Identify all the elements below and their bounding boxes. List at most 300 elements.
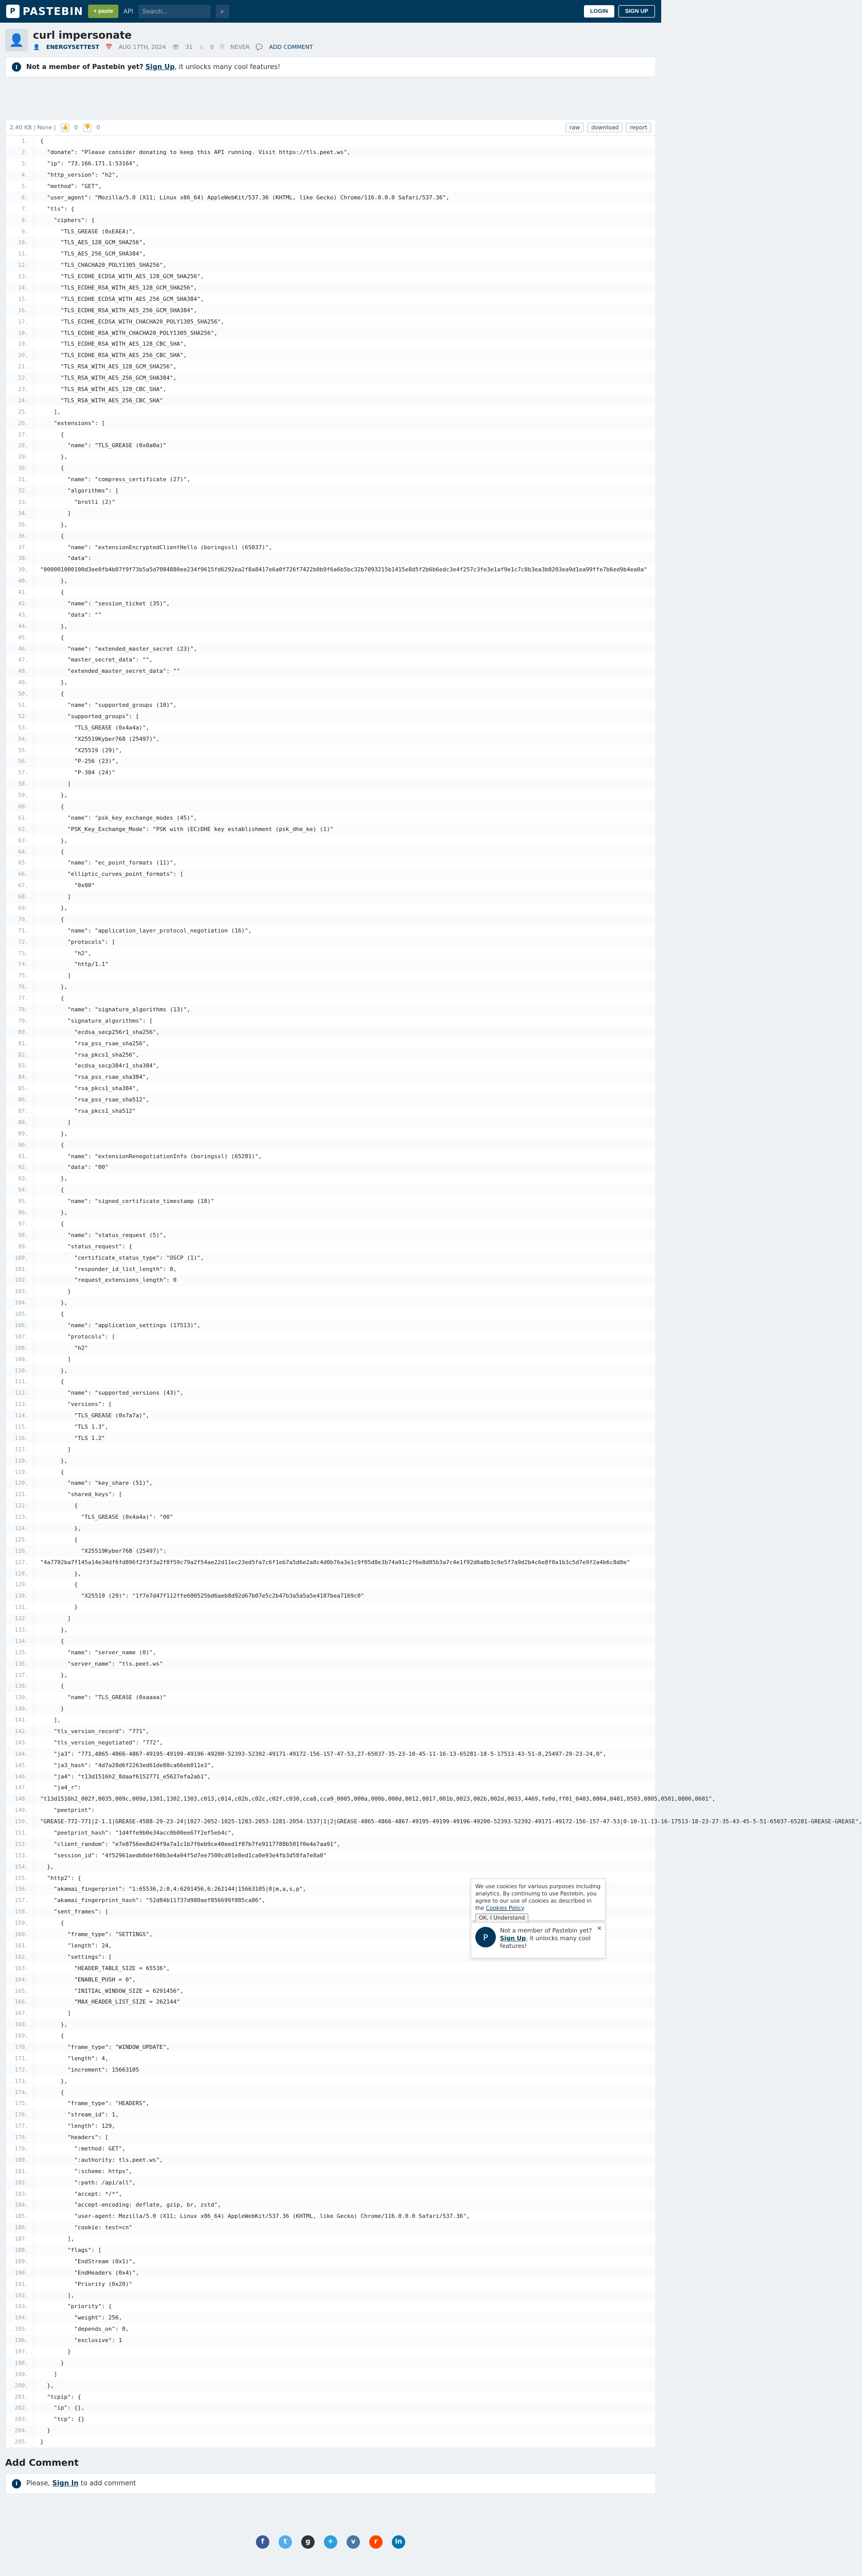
code-line [6, 293, 656, 304]
line-content: "rsa_pss_rsae_sha384", [33, 1072, 149, 1083]
line-number: 43. [18, 611, 28, 618]
line-content: { [33, 801, 64, 812]
code-line [6, 2053, 656, 2064]
raw-button[interactable]: raw [565, 123, 584, 132]
notice-signup-link[interactable]: Sign Up [145, 63, 175, 71]
line-content: "INITIAL_WINDOW_SIZE = 6291456", [33, 1985, 183, 1996]
line-number: 89. [18, 1130, 28, 1137]
line-number: 26. [18, 419, 28, 427]
line-content: "data": "" [33, 609, 101, 620]
code-line [6, 2030, 656, 2042]
code-line [6, 1782, 656, 1793]
code-line [6, 2222, 656, 2233]
twitter-icon[interactable]: t [279, 2535, 292, 2549]
line-content: }, [33, 677, 67, 688]
line-number: 103. [14, 1288, 28, 1295]
code-line [6, 1466, 656, 1478]
new-paste-button[interactable]: + paste [88, 5, 118, 18]
line-number: 163. [14, 1964, 28, 1972]
code-line [6, 2425, 656, 2436]
line-content: "name": "server_name (0)", [33, 1647, 156, 1658]
add-comment-link[interactable]: ADD COMMENT [269, 43, 313, 50]
line-content: "P-256 (23)", [33, 756, 118, 767]
line-number: 76. [18, 984, 28, 991]
code-line [6, 643, 656, 654]
code-line [6, 700, 656, 711]
line-number: 66. [18, 871, 28, 878]
line-content: }, [33, 1523, 81, 1534]
line-content: { [33, 530, 64, 541]
code-line [6, 1207, 656, 1218]
member-popup-rest: , it unlocks many cool features! [500, 1935, 591, 1950]
line-number: 79. [18, 1017, 28, 1024]
line-number: 155. [14, 1874, 28, 1882]
logo-text: PASTEBIN [23, 5, 83, 18]
line-number: 7. [21, 205, 28, 212]
line-number: 88. [18, 1118, 28, 1126]
line-content: }, [33, 575, 67, 587]
line-content: "user-agent: Mozilla/5.0 (X11; Linux x86_64) AppleWebKit/537.36 (KHTML, like Gecko) Chrome/116.0.0.0 Safari/537.36", [33, 2211, 470, 2222]
line-content: } [33, 2346, 71, 2358]
line-content: ] [33, 2008, 71, 2019]
code-line [6, 891, 656, 903]
api-link[interactable]: API [123, 8, 133, 15]
line-content: "frame_type": "SETTINGS", [33, 1929, 153, 1940]
line-number: 98. [18, 1231, 28, 1239]
top-navbar [0, 0, 661, 23]
code-box [5, 120, 862, 2448]
line-content: "frame_type": "WINDOW_UPDATE", [33, 2042, 170, 2053]
code-line [6, 654, 656, 666]
line-number: 13. [18, 273, 28, 280]
line-number: 188. [14, 2246, 28, 2253]
line-content: ] [33, 507, 71, 519]
line-content: "exclusive": 1 [33, 2335, 122, 2346]
line-number: 186. [14, 2224, 28, 2231]
line-number: 39. [18, 566, 28, 573]
line-number: 175. [14, 2100, 28, 2107]
line-number: 191. [14, 2280, 28, 2287]
code-line [6, 2245, 656, 2256]
line-content: { [33, 846, 64, 857]
line-number: 169. [14, 2032, 28, 2040]
line-content: "EndStream (0x1)", [33, 2256, 135, 2267]
code-line [6, 1252, 656, 1263]
cookie-ok-button[interactable]: OK, I Understand [475, 1913, 528, 1923]
line-content: "peetprint": [33, 1805, 95, 1816]
signin-link[interactable]: Sign In [52, 2480, 79, 2488]
line-content: "TLS_ECDHE_ECDSA_WITH_AES_256_GCM_SHA384", [33, 293, 204, 304]
line-number: 141. [14, 1717, 28, 1724]
line-number: 138. [14, 1683, 28, 1690]
paste-meta [33, 43, 313, 50]
comment-notice-prefix: Please, [26, 2480, 50, 2488]
line-number: 105. [14, 1311, 28, 1318]
line-content: "length": 4, [33, 2053, 108, 2064]
code-line [6, 1771, 656, 1782]
avatar[interactable]: 👤 [5, 29, 28, 52]
line-number: 162. [14, 1953, 28, 1960]
line-number: 32. [18, 487, 28, 495]
code-line [6, 913, 656, 925]
code-line [6, 1715, 656, 1726]
line-number: 204. [14, 2427, 28, 2434]
line-content: { [33, 1681, 64, 1692]
line-content: { [33, 1635, 64, 1647]
line-content: "TLS_ECDHE_RSA_WITH_AES_256_GCM_SHA384", [33, 304, 197, 316]
line-number: 195. [14, 2326, 28, 2333]
code-line [6, 1579, 656, 1590]
thumbs-up-icon[interactable]: 👍 [61, 124, 69, 132]
line-content: "data": [33, 553, 91, 564]
line-content: "TLS_GREASE (0x4a4a)": "00" [33, 1512, 173, 1523]
line-content: ] [33, 970, 71, 981]
line-content: "flags": [ [33, 2245, 101, 2256]
line-content: "tls": { [33, 203, 74, 214]
code-line [6, 1827, 656, 1839]
line-content: "name": "supported_versions (43)", [33, 1387, 183, 1399]
line-number: 78. [18, 1006, 28, 1013]
line-content: "name": "signature_algorithms (13)", [33, 1004, 190, 1015]
code-line [6, 936, 656, 947]
line-number: 147. [14, 1784, 28, 1791]
line-content: "rsa_pss_rsae_sha256", [33, 1038, 149, 1049]
line-number: 96. [18, 1209, 28, 1216]
code-line [6, 1320, 656, 1331]
paste-username[interactable]: ENERGYSETTEST [46, 43, 99, 50]
code-line [6, 2256, 656, 2267]
info-icon: i [12, 62, 21, 72]
line-content: "master_secret_data": "", [33, 654, 153, 666]
line-content: "ja3": "771,4865-4866-4867-49195-49199-49196-49200-52393-52392-49171-49172-156-157-47-53,27-65037-35-23-10-45-11-16-13-65281-18-5-17513-43-51-0,25497-29-23-24,0", [33, 1748, 606, 1759]
ad-space [5, 77, 656, 120]
line-number: 23. [18, 386, 28, 393]
code-line [6, 1150, 656, 1162]
line-content: "weight": 256, [33, 2312, 122, 2324]
line-content: { [33, 1500, 78, 1512]
code-line [6, 1861, 656, 1872]
line-content: ":scheme: https", [33, 2165, 132, 2177]
line-number: 153. [14, 1852, 28, 1859]
line-content: }, [33, 1365, 67, 1376]
line-number: 158. [14, 1908, 28, 1916]
line-number: 151. [14, 1829, 28, 1837]
line-content: "donate": "Please consider donating to keep this API running. Visit https://tls.peet.ws", [33, 147, 351, 158]
code-line [6, 2414, 656, 2425]
pastebin-logo-icon: P [475, 1927, 496, 1947]
line-content: "method": "GET", [33, 181, 101, 192]
line-number: 112. [14, 1389, 28, 1397]
line-number: 50. [18, 690, 28, 698]
calendar-icon: 📅 [105, 43, 113, 50]
line-number: 123. [14, 1514, 28, 1521]
code-line [6, 541, 656, 553]
signup-button[interactable]: SIGN UP [618, 5, 655, 18]
line-number: 145. [14, 1761, 28, 1769]
code-line [6, 2132, 656, 2143]
code-line [6, 429, 656, 440]
comment-icon: 💬 [255, 43, 263, 50]
info-icon: i [12, 2479, 21, 2488]
star-icon[interactable]: ☆ [199, 43, 204, 50]
line-number: 5. [21, 183, 28, 190]
line-content: "TLS_RSA_WITH_AES_128_CBC_SHA", [33, 384, 166, 395]
line-number: 140. [14, 1705, 28, 1713]
line-number: 84. [18, 1074, 28, 1081]
notice-bold: Not a member of Pastebin yet? [26, 63, 144, 71]
code-line [6, 1173, 656, 1184]
line-number: 180. [14, 2156, 28, 2163]
line-number: 61. [18, 814, 28, 821]
user-icon: 👤 [33, 43, 40, 50]
line-content: ], [33, 2290, 74, 2301]
search-input[interactable] [139, 5, 211, 18]
cookie-policy-link[interactable]: Cookies Policy [486, 1905, 524, 1911]
line-number: 178. [14, 2134, 28, 2141]
line-number: 85. [18, 1085, 28, 1092]
line-content: { [33, 1309, 64, 1320]
line-content: { [33, 1139, 64, 1150]
line-number: 133. [14, 1626, 28, 1633]
line-content: "signature_algorithms": [ [33, 1015, 153, 1026]
line-content: "user_agent": "Mozilla/5.0 (X11; Linux x86_64) AppleWebKit/537.36 (KHTML, like Gecko) Chrome/116.0.0.0 Safari/537.36", [33, 192, 450, 203]
line-number: 81. [18, 1040, 28, 1047]
code-line [6, 598, 656, 609]
code-line [6, 474, 656, 485]
line-content: "server_name": "tls.peet.ws" [33, 1658, 163, 1669]
line-content: "extended_master_secret_data": "" [33, 666, 180, 677]
paste-header [5, 29, 656, 52]
line-number: 36. [18, 532, 28, 539]
download-button[interactable]: download [587, 123, 623, 132]
line-content: "client_random": "e7e8756ee8d24f9a7a1c1b7f6eb9ce40eed1f07b7fe9117788b501f0e4e7aa91", [33, 1838, 340, 1850]
code-line [6, 1106, 656, 1117]
line-content: "name": "extended_master_secret (23)", [33, 643, 197, 654]
code-line [6, 1996, 656, 2008]
line-number: 54. [18, 735, 28, 742]
code-line [6, 1805, 656, 1816]
line-content: "TLS_RSA_WITH_AES_256_GCM_SHA384", [33, 372, 177, 384]
line-number: 12. [18, 262, 28, 269]
line-content: "name": "ec_point_formats (11)", [33, 857, 177, 869]
line-content: { [33, 1466, 64, 1478]
code-line [6, 903, 656, 914]
code-line [6, 1410, 656, 1421]
code-line [6, 1512, 656, 1523]
line-number: 49. [18, 679, 28, 686]
login-button[interactable]: LOGIN [584, 5, 614, 18]
line-content: "name": "extensionRenegotiationInfo (boringssl) (65281)", [33, 1150, 262, 1162]
code-line [6, 632, 656, 643]
line-number: 154. [14, 1863, 28, 1870]
code-line [6, 1297, 656, 1309]
line-number: 198. [14, 2359, 28, 2366]
line-content: } [33, 1602, 78, 1613]
line-number: 113. [14, 1401, 28, 1408]
code-line [6, 1613, 656, 1624]
line-content: "X25519Kyber768 (25497)", [33, 733, 160, 744]
line-content: ], [33, 2233, 74, 2245]
line-content: "TLS_RSA_WITH_AES_128_GCM_SHA256", [33, 361, 177, 372]
line-number: 161. [14, 1942, 28, 1949]
code-line [6, 970, 656, 981]
line-number: 136. [14, 1660, 28, 1667]
close-icon[interactable]: ✕ [596, 1925, 602, 1932]
code-line [6, 620, 656, 632]
line-number: 104. [14, 1299, 28, 1307]
vk-icon[interactable]: v [347, 2535, 360, 2549]
line-content: ] [33, 1353, 71, 1365]
line-content: "GREASE-772-771|2-1.1|GREASE-4588-29-23-24|1027-2052-1025-1283-2053-1281-2054-1537|1|2|GREASE-4865-4866-4867-49195-49199-49196-49200-52393-52392-49171-49172-156-157-47-53|0-10-11-13-16-17513-18-23-27-35-43-45-5-51-65037-65281-GREASE-GREASE", [33, 1816, 862, 1827]
facebook-icon[interactable]: f [256, 2535, 269, 2549]
line-number: 27. [18, 431, 28, 438]
line-content: "TLS_RSA_WITH_AES_256_CBC_SHA" [33, 395, 163, 406]
line-number: 1. [21, 138, 28, 145]
reddit-icon[interactable]: r [369, 2535, 383, 2549]
line-number: 110. [14, 1367, 28, 1374]
code-line [6, 1726, 656, 1737]
line-content: "ja4": "t13d1516h2_8daaf6152771_e5627efa2ab1", [33, 1771, 211, 1782]
line-number: 80. [18, 1028, 28, 1036]
report-button[interactable]: report [626, 123, 651, 132]
code-line [6, 519, 656, 530]
line-number: 184. [14, 2201, 28, 2209]
line-content: "P-384 (24)" [33, 767, 115, 778]
line-content: "status_request": { [33, 1241, 132, 1252]
line-number: 46. [18, 645, 28, 652]
code-line [6, 1421, 656, 1433]
line-content: { [33, 1534, 78, 1545]
code-line [6, 226, 656, 237]
line-number: 21. [18, 363, 28, 370]
line-content: "tcpip": { [33, 2391, 81, 2402]
line-content: } [33, 2357, 64, 2368]
line-content: "name": "signed_certificate_timestamp (18)" [33, 1196, 214, 1207]
line-number: 3. [21, 160, 28, 167]
line-number: 126. [14, 1547, 28, 1554]
line-content: "TLS 1.3", [33, 1421, 108, 1433]
line-content: "TLS_ECDHE_ECDSA_WITH_CHACHA20_POLY1305_SHA256", [33, 316, 225, 327]
code-line [6, 575, 656, 587]
line-number: 53. [18, 724, 28, 731]
line-number: 129. [14, 1581, 28, 1588]
github-icon[interactable]: g [301, 2535, 315, 2549]
line-content: "rsa_pkcs1_sha256", [33, 1049, 139, 1060]
code-line [6, 1523, 656, 1534]
line-content: }, [33, 1624, 67, 1636]
line-number: 100. [14, 1254, 28, 1261]
line-number: 119. [14, 1468, 28, 1476]
line-content: "stream_id": 1, [33, 2109, 118, 2121]
line-content: "algorithms": [ [33, 485, 118, 497]
line-content: "priority": { [33, 2301, 112, 2312]
code-line [6, 463, 656, 474]
line-number: 68. [18, 893, 28, 901]
paste-info: 2.40 KB | None | [10, 124, 56, 131]
code-line [6, 2064, 656, 2075]
code-line [6, 1590, 656, 1602]
pastebin-logo[interactable] [6, 5, 83, 18]
code-line [6, 981, 656, 993]
line-content: "name": "key_share (51)", [33, 1478, 153, 1489]
code-line [6, 2199, 656, 2211]
line-content: "data": "00" [33, 1162, 108, 1173]
line-number: 117. [14, 1446, 28, 1453]
line-content: "TLS_ECDHE_RSA_WITH_AES_128_GCM_SHA256", [33, 282, 197, 294]
code-line [6, 2109, 656, 2121]
code-line [6, 2335, 656, 2346]
line-content: { [33, 913, 64, 925]
line-number: 33. [18, 498, 28, 505]
member-popup-signup-link[interactable]: Sign Up [500, 1935, 526, 1942]
line-content: "frame_type": "HEADERS", [33, 2098, 149, 2109]
line-number: 197. [14, 2348, 28, 2355]
notice-rest: , it unlocks many cool features! [175, 63, 281, 71]
line-content: }, [33, 790, 67, 801]
line-number: 71. [18, 927, 28, 934]
code-line [6, 2357, 656, 2368]
line-content: "name": "compress_certificate (27)", [33, 474, 190, 485]
line-number: 148. [14, 1795, 28, 1803]
code-line [6, 1399, 656, 1410]
clock-icon: ⏱ [219, 43, 225, 50]
line-content: ] [33, 1116, 71, 1128]
line-number: 60. [18, 803, 28, 810]
thumbs-down-icon[interactable]: 👎 [83, 124, 91, 132]
line-number: 157. [14, 1897, 28, 1904]
line-number: 86. [18, 1096, 28, 1104]
line-number: 111. [14, 1378, 28, 1385]
line-content: }, [33, 1173, 67, 1184]
line-number: 16. [18, 307, 28, 314]
code-line [6, 857, 656, 869]
code-line [6, 1647, 656, 1658]
line-content: }, [33, 620, 67, 632]
line-number: 185. [14, 2213, 28, 2220]
line-content: }, [33, 519, 67, 530]
search-icon[interactable]: ⌕ [216, 5, 229, 18]
code-line [6, 451, 656, 463]
line-content: }, [33, 1297, 67, 1309]
line-number: 94. [18, 1187, 28, 1194]
line-number: 122. [14, 1502, 28, 1510]
line-content: { [33, 2030, 64, 2042]
line-content: "TLS_GREASE (0x7a7a)", [33, 1410, 149, 1421]
code-line [6, 1128, 656, 1139]
line-content: "versions": [ [33, 1399, 112, 1410]
line-content: "Priority (0x20)" [33, 2278, 132, 2290]
line-content: "0x00" [33, 880, 95, 891]
line-number: 25. [18, 408, 28, 415]
line-number: 8. [21, 216, 28, 224]
linkedin-icon[interactable]: in [392, 2535, 405, 2549]
eye-icon: 👁 [172, 43, 180, 50]
line-number: 189. [14, 2258, 28, 2265]
line-content: "name": "status_request (5)", [33, 1229, 166, 1241]
code-line [6, 1534, 656, 1545]
line-number: 201. [14, 2393, 28, 2400]
telegram-icon[interactable]: ✈ [324, 2535, 337, 2549]
code-line [6, 756, 656, 767]
line-number: 116. [14, 1434, 28, 1442]
line-content: "name": "application_settings (17513)", [33, 1320, 200, 1331]
code-line [6, 1816, 862, 1827]
code-line [6, 688, 656, 700]
code-line [6, 1196, 656, 1207]
code-line [6, 1241, 656, 1252]
line-number: 108. [14, 1344, 28, 1351]
code-line [6, 1500, 656, 1512]
